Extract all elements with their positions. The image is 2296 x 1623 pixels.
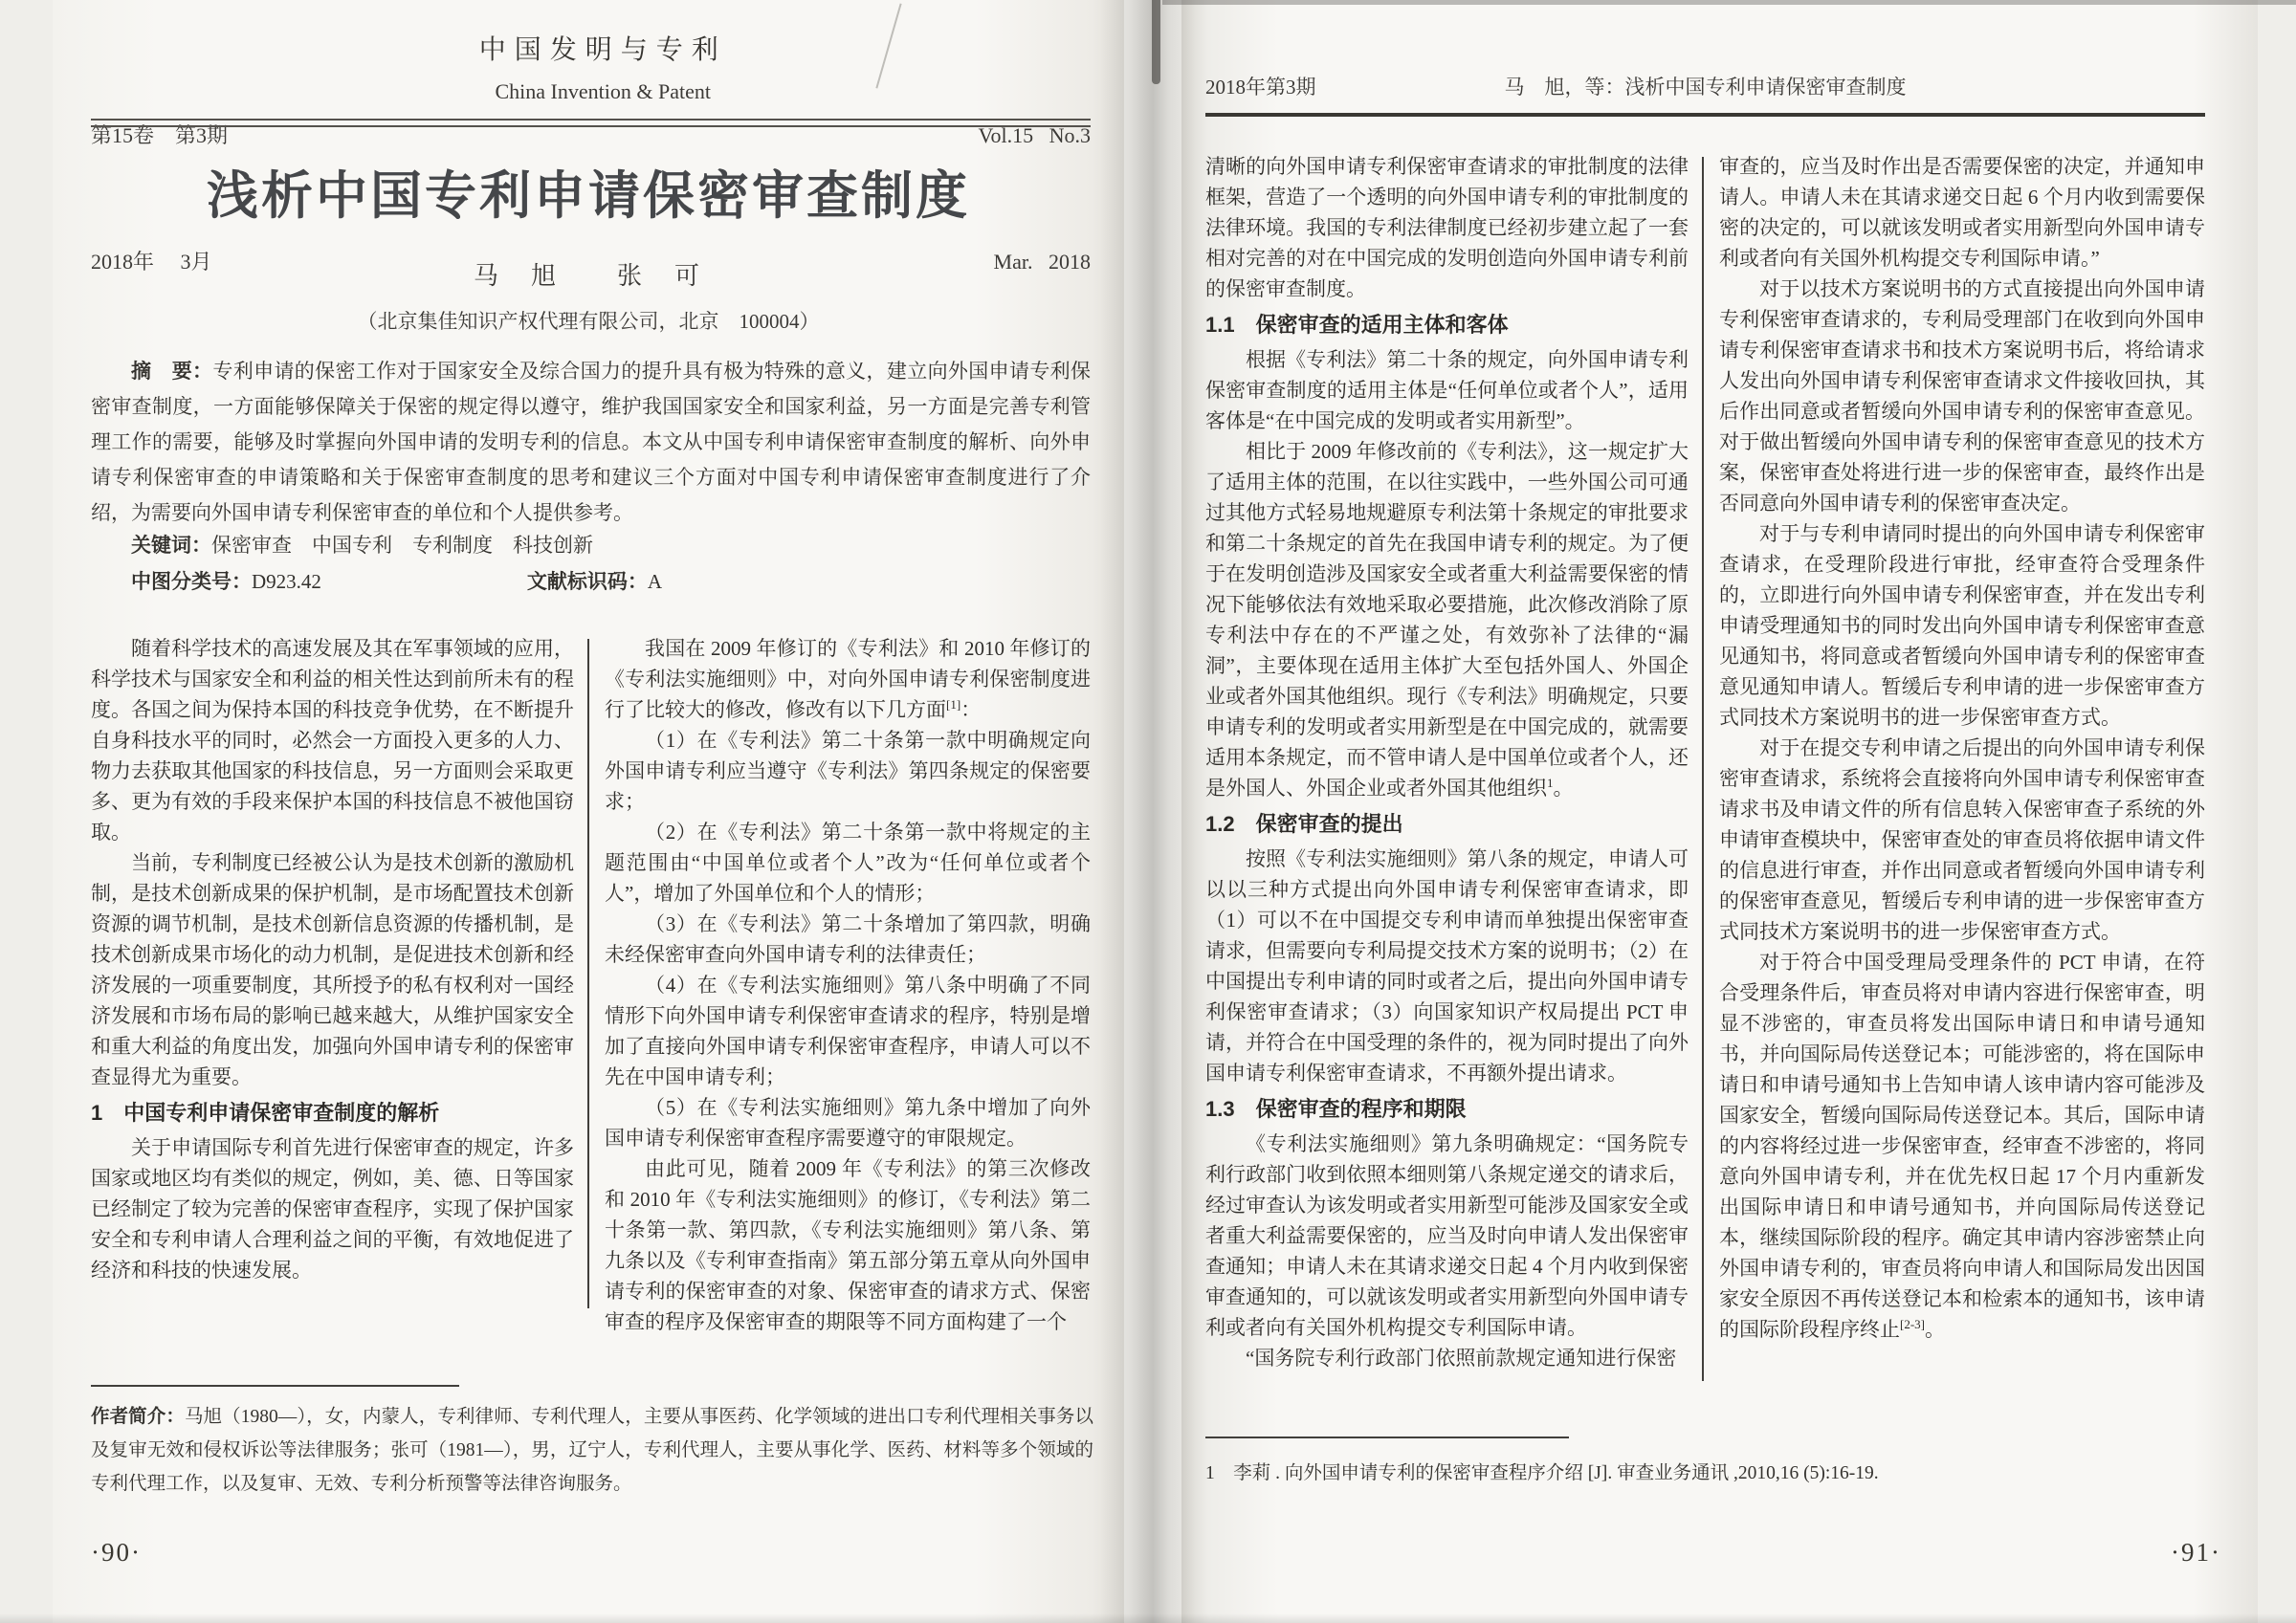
section-heading: 1.2 保密审查的提出 [1205,812,1403,836]
paragraph: （1）在《专利法》第二十条第一款中明确规定向外国申请专利应当遵守《专利法》第四条规定的保密要求； [605,729,1091,813]
paragraph: 随着科学技术的高速发展及其在军事领域的应用，科学技术与国家安全和利益的相关性达到前所未有的程度。各国之间为保持本国的科技竞争优势，在不断提升自身科技水平的同时，必然会一方面投入更多的人力、物力去获取其他国家的科技信息，另一方面则会采取更多、更为有效的手段来保护本国的科技信息不被他国窃取。 [91,637,574,844]
clc-label: 中图分类号： [131,571,252,593]
right-page-column-2 [1719,151,2205,1381]
scan-edge-bottom [0,1613,2296,1623]
column-divider [1702,157,1704,1381]
spine-shadow [1152,0,1160,84]
doc-code-value: A [647,570,663,593]
right-page-column-1 [1205,151,1689,1381]
paragraph: 清晰的向外国申请专利保密审查请求的审批制度的法律框架，营造了一个透明的向外国申请专利的审批制度的法律环境。我国的专利法律制度已经初步建立起了一套相对完善的对在中国完成的发明创造向外国申请专利前的保密审查制度。 [1205,155,1689,300]
paragraph: 我国在 2009 年修订的《专利法》和 2010 年修订的《专利法实施细则》中，对向外国申请专利保密制度进行了比较大的修改，修改有以下几方面[1]： [605,637,1091,721]
paragraph: 对于符合中国受理局受理条件的 PCT 申请，在符合受理条件后，审查员将对申请内容进行保密审查，明显不涉密的，审查员将发出国际申请日和申请号通知书，并向国际局传送登记本；可能涉密的，将在国际申请日和申请号通知书上告知申请人该申请内容可能涉及国家安全，暂缓向国际局传送登记本。其后，国际申请的内容将经过进一步保密审查，经审查不涉密的，将同意向外国申请专利，并在优先权日起 17 个月内重新发出国际申请日和申请号通知书，并向国际局传送登记本，继续国际阶段的程序。确定其申请内容涉密禁止向外国申请专利的，审查员将向申请人和国际局发出因国家安全原因不再传送登记本和检索本的通知书，该申请的国际阶段程序终止[2-3]。 [1719,951,2205,1341]
section-heading: 1.3 保密审查的程序和期限 [1205,1097,1467,1121]
footnote-rule [1205,1437,1569,1438]
page-number-right: ·91· [2171,1538,2221,1567]
scan-edge-top [1162,0,2296,5]
doc-code-label: 文献标识码： [526,571,648,593]
left-page-column-2 [605,633,1091,1377]
author-bio-rule [91,1385,459,1387]
paragraph: 关于申请国际专利首先进行保密审查的规定，许多国家或地区均有类似的规定，例如，美、德、日等国家已经制定了较为完善的保密审查程序，实现了保护国家安全和专利申请人合理利益之间的平衡，有效地促进了经济和科技的快速发展。 [91,1136,574,1282]
column-divider [587,639,589,1308]
paragraph: 当前，专利制度已经被公认为是技术创新的激励机制，是技术创新成果的保护机制，是市场配置技术创新资源的调节机制，是技术创新信息资源的传播机制，是技术创新成果市场化的动力机制，是促进技术创新和经济发展的一项重要制度，其所授予的私有权利对一国经济发展和市场布局的影响已越来越大，从维护国家安全和重大利益的角度出发，加强向外国申请专利的保密审查显得尤为重要。 [91,851,574,1088]
paragraph: 对于与专利申请同时提出的向外国申请专利保密审查请求，在受理阶段进行审批，经审查符合受理条件的，立即进行向外国申请专利保密审查，并在发出专利申请受理通知书的同时发出向外国申请专利保密审查意见通知书，将同意或者暂缓向外国申请专利的保密审查意见通知申请人。暂缓后专利申请的进一步保密审查方式同技术方案说明书的进一步保密审查方式。 [1719,522,2205,729]
left-page [53,0,1124,1623]
article-authors: 马 旭 张 可 [473,262,703,290]
vol-no-en: Vol.15 No.3 [978,123,1091,147]
keywords-label: 关键词： [131,535,211,557]
header-double-rule [91,119,1091,127]
article-affiliation: （北京集佳知识产权代理有限公司，北京 100004） [357,310,820,333]
abstract-text: 专利申请的保密工作对于国家安全及综合国力的提升具有极为特殊的意义，建立向外国申请专利保密审查制度，一方面能够保障关于保密的规定得以遵守，维护我国国家安全和国家利益，另一方面是完善专利管理工作的需要，能够及时掌握向外国申请的发明专利的信息。本文从中国专利申请保密审查制度的解析、向外申请专利保密审查的申请策略和关于保密审查制度的思考和建议三个方面对中国专利申请保密审查制度进行了介绍，为需要向外国申请专利保密审查的单位和个人提供参考。 [91,360,1092,524]
paragraph: 对于在提交专利申请之后提出的向外国申请专利保密审查请求，系统将会直接将向外国申请专利保密审查请求书及申请文件的所有信息转入保密审查子系统的外申请审查模块中，保密审查处的审查员将依据申请文件的信息进行审查，并作出同意或者暂缓向外国申请专利的保密审查意见，暂缓后专利申请的进一步保密审查方式同技术方案说明书的进一步保密审查方式。 [1719,736,2205,943]
paragraph: 审查的，应当及时作出是否需要保密的决定，并通知申请人。申请人未在其请求递交日起 6 个月内收到需要保密的决定的，可以就该发明或者实用新型向外国申请专利或者向有关国外机构提交专利国际申请。” [1719,155,2205,270]
volume-issue-cn: 第15卷 第3期 [91,123,229,147]
section-heading: 1.1 保密审查的适用主体和客体 [1205,313,1509,337]
keywords-text: 保密审查 中国专利 专利制度 科技创新 [211,534,593,557]
paragraph: 根据《专利法》第二十条的规定，向外国申请专利保密审查制度的适用主体是“任何单位或者个人”，适用客体是“在中国完成的发明或者实用新型”。 [1205,348,1689,432]
clc-value: D923.42 [252,570,321,593]
paragraph: （4）在《专利法实施细则》第八条中明确了不同情形下向外国申请专利保密审查请求的程序，特别是增加了直接向外国申请专利保密审查程序，申请人可以不先在中国申请专利； [605,974,1091,1088]
paragraph: 按照《专利法实施细则》第八条的规定，申请人可以以三种方式提出向外国申请专利保密审查请求，即（1）可以不在中国提交专利申请而单独提出保密审查请求，但需要向专利局提交技术方案的说明书；（2）在中国提出专利申请的同时或者之后，提出向外国申请专利保密审查请求；（3）向国家知识产权局提出 PCT 申请，并符合在中国受理的条件的，视为同时提出了向外国申请专利保密审查请求，不再额外提出请求。 [1205,847,1689,1085]
left-page-column-1 [91,633,574,1377]
running-header-rule [1205,113,2205,117]
journal-title-en: China Invention & Patent [495,79,711,103]
abstract-label: 摘 要： [131,361,213,383]
paragraph: 由此可见，随着 2009 年《专利法》的第三次修改和 2010 年《专利法实施细则》的修订，《专利法》第二十条第一款、第四款，《专利法实施细则》第八条、第九条以及《专利审查指南》第五部分第五章从向外国申请专利的保密审查的对象、保密审查的请求方式、保密审查的程序及保密审查的期限等不同方面构建了一个 [605,1157,1091,1333]
keywords [91,528,1091,563]
year-month-cn: 2018年 3月 [91,250,212,274]
section-heading: 1 中国专利申请保密审查制度的解析 [91,1101,440,1125]
running-title: 马 旭，等：浅析中国专利申请保密审查制度 [1504,76,1907,99]
abstract [91,354,1091,531]
paragraph: 相比于 2009 年修改前的《专利法》，这一规定扩大了适用主体的范围，在以往实践中，一些外国公司可通过其他方式轻易地规避原专利法第十条规定的审批要求和第二十条规定的首先在我国申请专利的规定。为了便于在发明创造涉及国家安全或者重大利益需要保密的情况下能够依法有效地采取必要措施，此次修改消除了原专利法中存在的不严谨之处，有效弥补了法律的“漏洞”，主要体现在适用主体扩大至包括外国人、外国企业或者外国其他组织。现行《专利法》明确规定，只要申请专利的发明或者实用新型是在中国完成的，就需要适用本条规定，而不管申请人是中国单位或者个人，还是外国人、外国企业或者外国其他组织$^1$。 [1205,440,1689,800]
date-en: Mar. 2018 [993,250,1091,274]
paragraph: 对于以技术方案说明书的方式直接提出向外国申请专利保密审查请求的，专利局受理部门在收到向外国申请专利保密审查请求书和技术方案说明书后，将给请求人发出向外国申请专利保密审查请求文件接收回执，其后作出同意或者暂缓向外国申请专利的保密审查意见。对于做出暂缓向外国申请专利的保密审查意见的技术方案，保密审查处将进行进一步的保密审查，最终作出是否同意向外国申请专利的保密审查决定。 [1719,277,2205,515]
classification-row [91,564,1091,600]
paragraph: “国务院专利行政部门依照前款规定通知进行保密 [1246,1347,1677,1370]
paragraph: （3）在《专利法》第二十条增加了第四款，明确未经保密审查向外国申请专利的法律责任； [605,912,1091,966]
running-issue: 2018年第3期 [1205,76,1316,99]
author-bio-text: 马旭（1980—），女，内蒙人，专利律师、专利代理人，主要从事医药、化学领域的进出口专利代理相关事务以及复审无效和侵权诉讼等法律服务；张可（1981—），男，辽宁人，专利代理人，主要从事化学、医药、材料等多个领域的专利代理工作，以及复审、无效、专利分析预警等法律咨询服务。 [91,1407,1093,1494]
paragraph: 《专利法实施细则》第九条明确规定：“国务院专利行政部门收到依照本细则第八条规定递交的请求后，经过审查认为该发明或者实用新型可能涉及国家安全或者重大利益需要保密的，应当及时向申请人发出保密审查通知；申请人未在其请求递交日起 4 个月内收到保密审查通知的，可以就该发明或者实用新型向外国申请专利或者向有关国外机构提交专利国际申请。 [1205,1132,1689,1339]
paragraph: （2）在《专利法》第二十条第一款中将规定的主题范围由“中国单位或者个人”改为“任何单位或者个人”，增加了外国单位和个人的情形； [605,821,1091,905]
author-bio-label: 作者简介： [91,1406,185,1427]
journal-title-cn: 中国发明与专利 [478,35,727,65]
article-title: 浅析中国专利申请保密审查制度 [207,167,970,225]
footnote-reference: 1 李莉 . 向外国申请专利的保密审查程序介绍 [J]. 审查业务通讯 ,2010,16 (5):16-19. [1205,1463,1879,1483]
right-page [1181,0,2258,1623]
author-bio [91,1400,1093,1501]
page-number-left: ·90· [91,1538,142,1567]
paragraph: （5）在《专利法实施细则》第九条中增加了向外国申请专利保密审查程序需要遵守的审限规定。 [605,1096,1091,1150]
